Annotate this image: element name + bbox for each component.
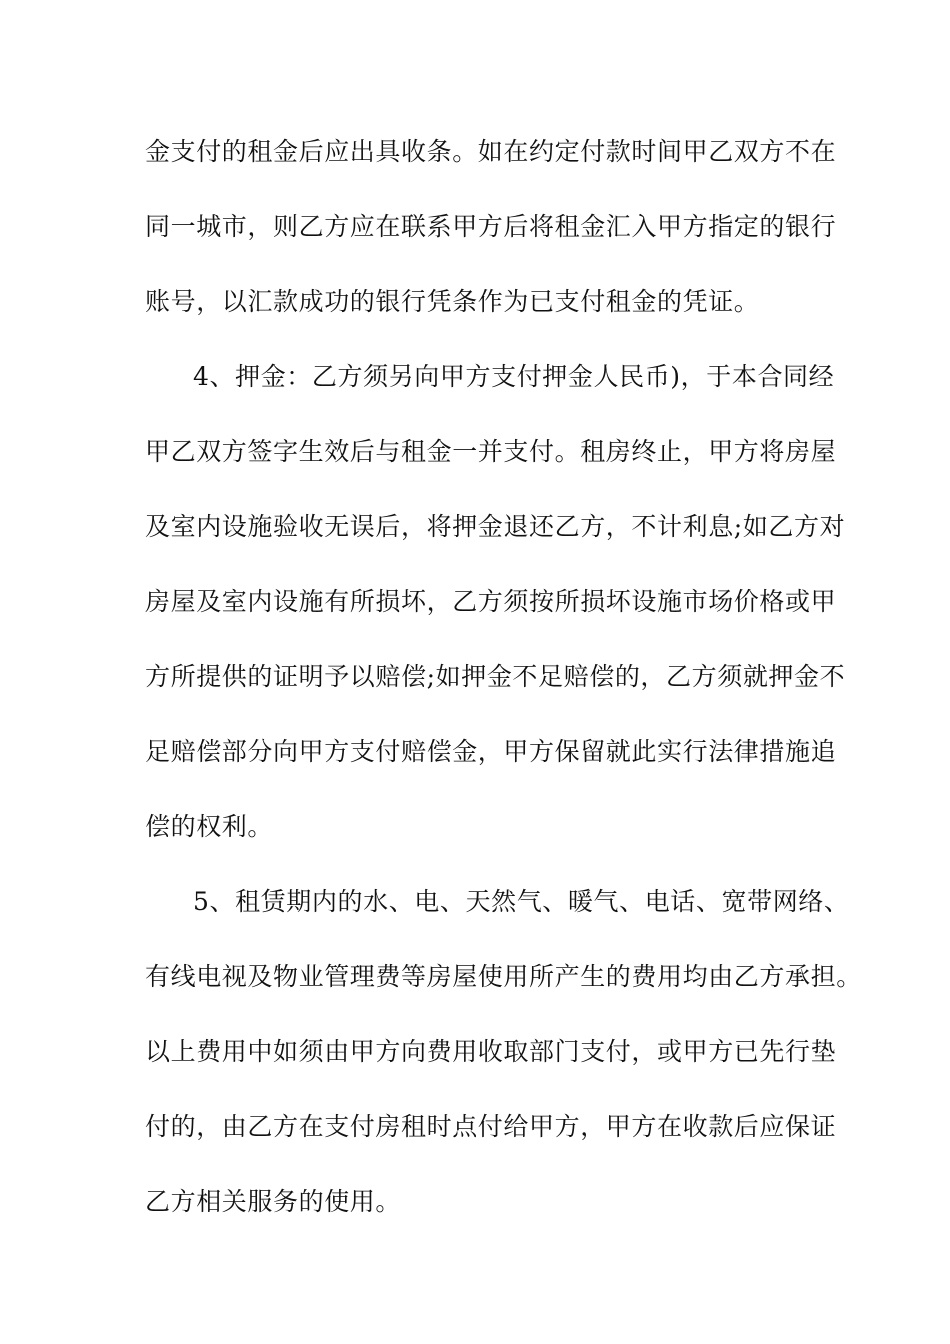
text-line: 房屋及室内设施有所损坏，乙方须按所损坏设施市场价格或甲 bbox=[145, 587, 837, 616]
text-line: 账号，以汇款成功的银行凭条作为已支付租金的凭证。 bbox=[145, 287, 760, 316]
text-line: 及室内设施验收无误后，将押金退还乙方，不计利息;如乙方对 bbox=[145, 512, 846, 541]
text-line: 偿的权利。 bbox=[145, 812, 274, 841]
text-line: 有线电视及物业管理费等房屋使用所产生的费用均由乙方承担。 bbox=[145, 962, 862, 991]
text-line: 金支付的租金后应出具收条。如在约定付款时间甲乙双方不在 bbox=[145, 137, 837, 166]
text-line: 5、租赁期内的水、电、天然气、暖气、电话、宽带网络、 bbox=[193, 887, 850, 916]
text-line: 同一城市，则乙方应在联系甲方后将租金汇入甲方指定的银行 bbox=[145, 212, 837, 241]
text-line: 足赔偿部分向甲方支付赔偿金，甲方保留就此实行法律措施追 bbox=[145, 737, 837, 766]
text-line: 付的，由乙方在支付房租时点付给甲方，甲方在收款后应保证 bbox=[145, 1112, 837, 1141]
text-line: 甲乙双方签字生效后与租金一并支付。租房终止，甲方将房屋 bbox=[145, 437, 837, 466]
text-line: 乙方相关服务的使用。 bbox=[145, 1187, 402, 1216]
text-line: 4、押金：乙方须另向甲方支付押金人民币)，于本合同经 bbox=[193, 362, 835, 391]
text-line: 方所提供的证明予以赔偿;如押金不足赔偿的，乙方须就押金不 bbox=[145, 662, 846, 691]
text-line: 以上费用中如须由甲方向费用收取部门支付，或甲方已先行垫 bbox=[145, 1037, 837, 1066]
